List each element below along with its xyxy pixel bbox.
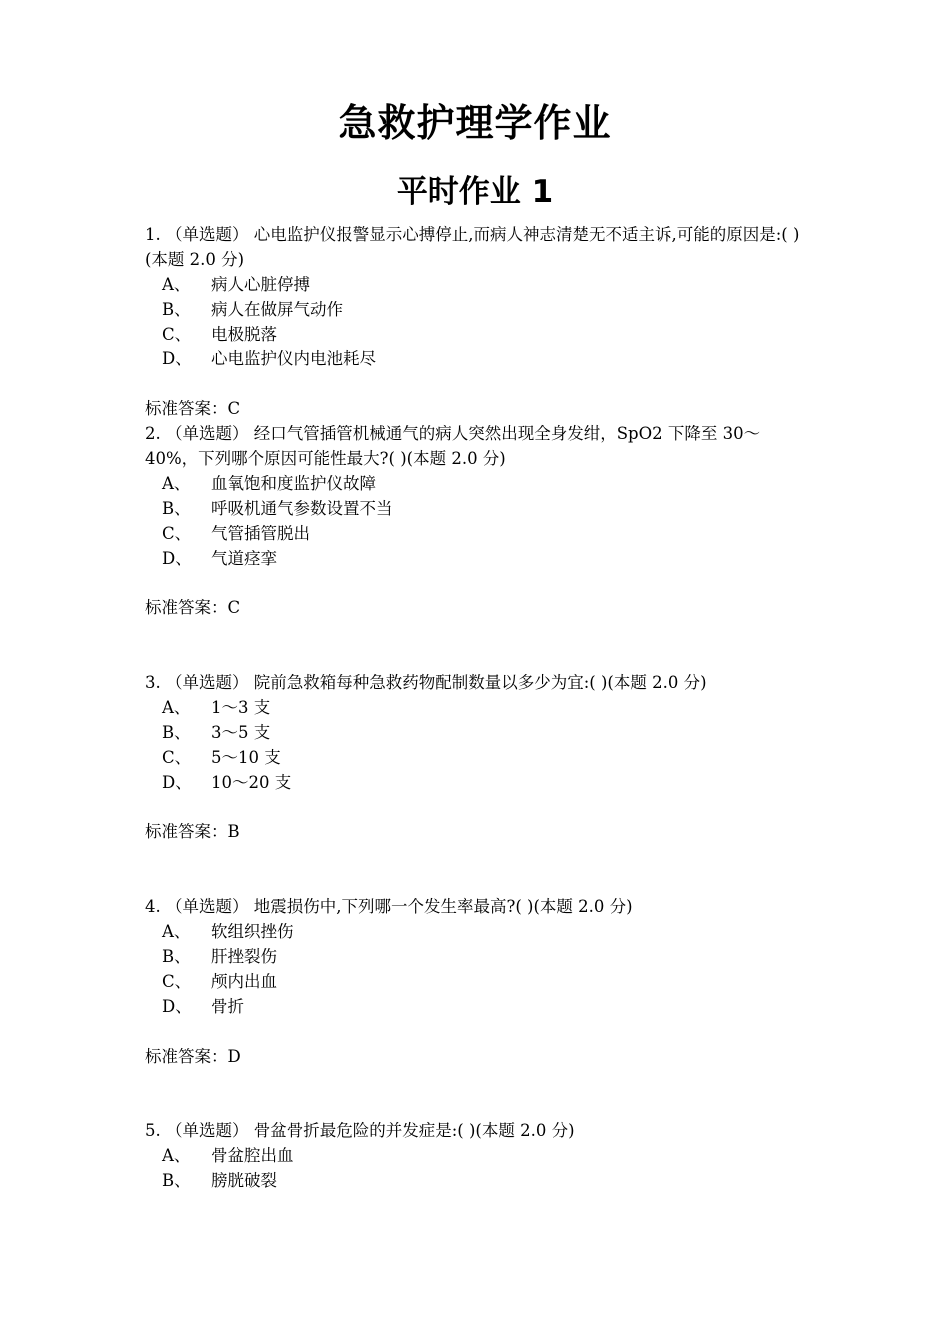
option-letter: A、 [162, 922, 191, 942]
option-letter: C、 [162, 747, 192, 767]
option-text: 气道痉挛 [211, 548, 277, 568]
question-text: 5. （单选题） 骨盆骨折最危险的并发症是:( )(本题 2.0 分) [145, 1121, 575, 1141]
option-c [162, 522, 813, 547]
question-text: 1. （单选题） 心电监护仪报警显示心搏停止,而病人神志清楚无不适主诉,可能的原因是:( )(本题 2.0 分) [145, 225, 800, 269]
option-a [162, 472, 813, 497]
option-text: 5～10 支 [211, 747, 281, 767]
standard-answer: 标准答案：C [145, 399, 241, 419]
option-d [162, 547, 813, 572]
option-letter: A、 [162, 274, 191, 294]
option-text: 膀胱破裂 [211, 1171, 277, 1190]
option-letter: C、 [162, 324, 192, 344]
question-list [145, 223, 813, 1194]
option-c [162, 323, 813, 348]
option-text: 心电监护仪内电池耗尽 [211, 349, 376, 369]
option-d [162, 995, 813, 1020]
option-letter: D、 [162, 349, 192, 369]
option-a [162, 273, 813, 298]
option-letter: A、 [162, 1146, 191, 1166]
option-text: 气管插管脱出 [211, 523, 310, 543]
option-a [162, 696, 813, 721]
question-2 [145, 422, 813, 671]
option-letter: B、 [162, 498, 191, 518]
option-c [162, 970, 813, 995]
option-d [162, 347, 813, 372]
question-text: 4. （单选题） 地震损伤中,下列哪一个发生率最高?( )(本题 2.0 分) [145, 897, 633, 917]
option-text: 1～3 支 [211, 698, 271, 718]
question-5 [145, 1119, 813, 1194]
standard-answer: 标准答案：C [145, 598, 241, 618]
option-b [162, 497, 813, 522]
question-4 [145, 895, 813, 1119]
option-text: 软组织挫伤 [211, 922, 294, 942]
option-letter: C、 [162, 523, 192, 543]
question-1 [145, 223, 813, 422]
option-text: 血氧饱和度监护仪故障 [211, 473, 376, 493]
option-letter: B、 [162, 299, 191, 319]
option-letter: A、 [162, 698, 191, 718]
option-letter: D、 [162, 772, 192, 792]
option-text: 10～20 支 [211, 772, 292, 792]
option-text: 病人心脏停搏 [211, 274, 310, 294]
option-text: 颅内出血 [211, 971, 277, 991]
option-letter: D、 [162, 996, 192, 1016]
option-letter: B、 [162, 1171, 191, 1190]
question-text: 3. （单选题） 院前急救箱每种急救药物配制数量以多少为宜:( )(本题 2.0 分) [145, 673, 707, 693]
option-text: 肝挫裂伤 [211, 946, 277, 966]
option-letter: B、 [162, 946, 191, 966]
option-text: 电极脱落 [211, 324, 277, 344]
document-title: 急救护理学作业 [338, 101, 612, 145]
option-d [162, 771, 813, 796]
document-subtitle: 平时作业 1 [396, 174, 554, 210]
standard-answer: 标准答案：B [145, 822, 240, 842]
option-text: 3～5 支 [211, 722, 271, 742]
option-letter: C、 [162, 971, 192, 991]
option-text: 骨盆腔出血 [211, 1146, 294, 1166]
option-letter: B、 [162, 722, 191, 742]
question-text: 2. （单选题） 经口气管插管机械通气的病人突然出现全身发绀，SpO2 下降至 30～40%，下列哪个原因可能性最大?( )(本题 2.0 分) [145, 424, 761, 469]
option-a [162, 1144, 813, 1169]
standard-answer: 标准答案：D [145, 1046, 241, 1066]
option-text: 病人在做屏气动作 [211, 299, 343, 319]
option-b [162, 298, 813, 323]
option-b [162, 721, 813, 746]
option-text: 呼吸机通气参数设置不当 [211, 498, 393, 518]
option-letter: D、 [162, 548, 192, 568]
option-c [162, 746, 813, 771]
option-a [162, 920, 813, 945]
option-b [162, 945, 813, 970]
option-b [162, 1169, 813, 1194]
question-3 [145, 671, 813, 895]
option-text: 骨折 [211, 996, 244, 1016]
option-letter: A、 [162, 473, 191, 493]
